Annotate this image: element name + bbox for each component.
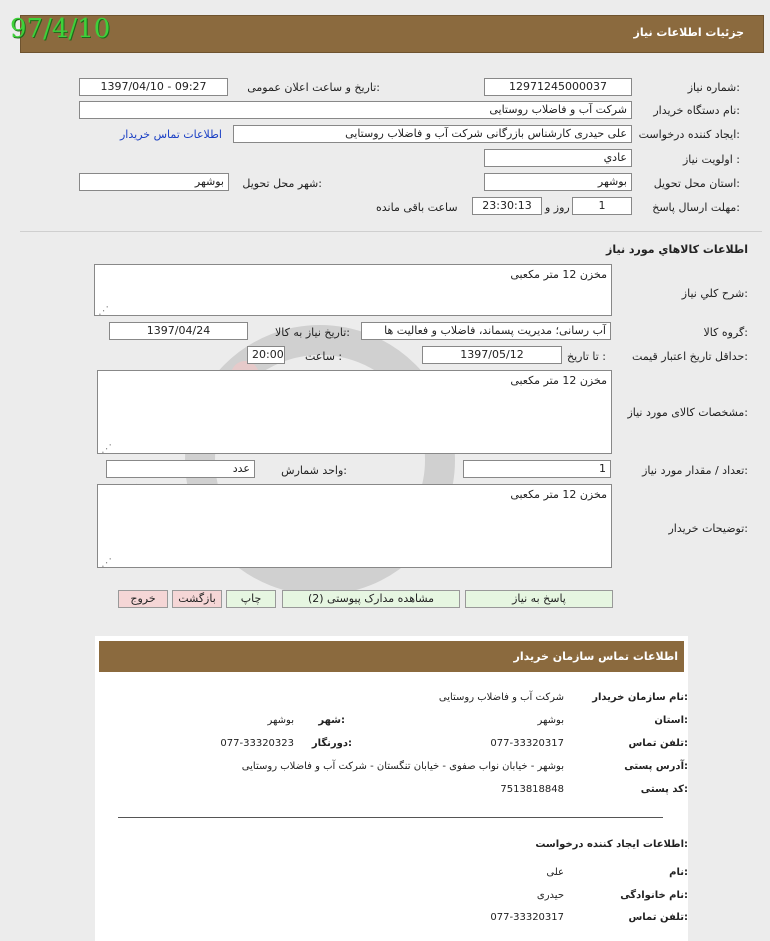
delivery-city-field: بوشهر	[79, 173, 229, 191]
postal-code-label: کد پستی:	[640, 784, 688, 795]
requester-label: ایجاد کننده درخواست:	[638, 128, 740, 141]
need-number-label: شماره نیاز:	[687, 81, 740, 94]
org-name-value: شرکت آب و فاضلاب روستایی	[438, 692, 564, 703]
announce-datetime-label: تاریخ و ساعت اعلان عمومی:	[247, 81, 380, 94]
deadline-label: مهلت ارسال پاسخ:	[652, 201, 740, 214]
phone-label: تلفن تماس:	[628, 738, 688, 749]
first-name-label: نام:	[669, 867, 688, 878]
first-name-value: علی	[546, 867, 564, 878]
print-button[interactable]: چاپ	[226, 590, 276, 608]
address-label: آدرس پستی:	[624, 761, 688, 772]
reply-button[interactable]: پاسخ به نیاز	[465, 590, 613, 608]
fax-label: دورنگار:	[311, 738, 352, 749]
creator-phone-value: 077-33320317	[490, 912, 564, 923]
contact-panel	[95, 636, 688, 941]
need-date-label: تاریخ نیاز به کالا:	[275, 326, 350, 339]
buyer-notes-textarea[interactable]	[97, 484, 612, 568]
need-date-field: 1397/04/24	[109, 322, 248, 340]
postal-code-value: 7513818848	[500, 784, 564, 795]
announce-datetime-field: 1397/04/10 - 09:27	[79, 78, 228, 96]
province-label: استان:	[654, 715, 688, 726]
buyer-contact-link[interactable]: اطلاعات تماس خریدار	[120, 128, 222, 141]
deadline-days-field: 1	[572, 197, 632, 215]
deadline-remaining-label: ساعت باقی مانده	[376, 201, 458, 214]
validity-time-label: ساعت :	[305, 350, 343, 363]
buyer-org-label: نام دستگاه خریدار:	[653, 104, 740, 117]
delivery-city-label: شهر محل تحویل:	[242, 177, 322, 190]
delivery-province-field: بوشهر	[484, 173, 632, 191]
priority-field: عادي	[484, 149, 632, 167]
resize-grip-icon: ⋰	[98, 304, 109, 317]
creator-phone-label: تلفن تماس:	[628, 912, 688, 923]
address-value: بوشهر - خیابان نواب صفوی - خیابان تنگستان - شرکت آب و فاضلاب روستایی	[241, 761, 564, 772]
back-button[interactable]: بازگشت	[172, 590, 222, 608]
last-name-label: نام خانوادگی:	[620, 890, 688, 901]
to-date-label: تا تاریخ :	[567, 350, 606, 363]
page-title: جزئیات اطلاعات نیاز	[633, 26, 744, 39]
validity-time-field: 20:00	[247, 346, 285, 364]
contact-panel-title: اطلاعات تماس سازمان خریدار	[513, 650, 678, 663]
exit-button[interactable]: خروج	[118, 590, 168, 608]
city-label: شهر:	[318, 715, 345, 726]
quantity-field: 1	[463, 460, 611, 478]
goods-section-title: اطلاعات کالاهاي مورد نياز	[606, 243, 748, 256]
last-name-value: حیدری	[536, 890, 564, 901]
specs-label: مشخصات کالای مورد نیاز:	[627, 406, 748, 419]
view-docs-button[interactable]: مشاهده مدارک پیوستی (2)	[282, 590, 460, 608]
priority-label: اولویت نیاز :	[682, 153, 740, 166]
to-date-field: 1397/05/12	[422, 346, 562, 364]
phone-value: 077-33320317	[490, 738, 564, 749]
resize-grip-icon: ⋰	[101, 556, 112, 569]
deadline-time-field: 23:30:13	[472, 197, 542, 215]
buyer-notes-text: مخزن 12 متر مکعبی	[510, 488, 607, 501]
summary-textarea[interactable]	[94, 264, 612, 316]
goods-group-label: گروه کالا:	[703, 326, 748, 339]
org-name-label: نام سازمان خریدار:	[592, 692, 688, 703]
min-validity-label: حداقل تاریخ اعتبار قیمت:	[632, 350, 748, 363]
deadline-days-suffix: روز و	[545, 201, 570, 214]
goods-group-field: آب رسانی؛ مدیریت پسماند، فاضلاب و فعالیت ها	[361, 322, 611, 340]
unit-label: واحد شمارش:	[281, 464, 347, 477]
province-value: بوشهر	[537, 715, 564, 726]
requester-field: علی حیدری کارشناس بازرگانی شرکت آب و فاضلاب روستایی	[233, 125, 632, 143]
quantity-label: تعداد / مقدار مورد نیاز:	[642, 464, 748, 477]
summary-label: شرح کلي نياز:	[681, 287, 748, 300]
specs-text: مخزن 12 متر مکعبی	[510, 374, 607, 387]
fax-value: 077-33320323	[220, 738, 294, 749]
buyer-notes-label: توضیحات خریدار:	[668, 522, 748, 535]
creator-info-title: اطلاعات ایجاد کننده درخواست:	[535, 839, 688, 850]
city-value: بوشهر	[267, 715, 294, 726]
corner-date-stamp: 97/4/10	[10, 14, 111, 44]
need-number-field: 12971245000037	[484, 78, 632, 96]
summary-text: مخزن 12 متر مکعبی	[510, 268, 607, 281]
buyer-org-field: شرکت آب و فاضلاب روستایی	[79, 101, 632, 119]
delivery-province-label: استان محل تحویل:	[653, 177, 740, 190]
specs-textarea[interactable]	[97, 370, 612, 454]
section-divider	[20, 231, 762, 232]
resize-grip-icon: ⋰	[101, 442, 112, 455]
unit-field: عدد	[106, 460, 255, 478]
panel-divider	[118, 817, 663, 818]
